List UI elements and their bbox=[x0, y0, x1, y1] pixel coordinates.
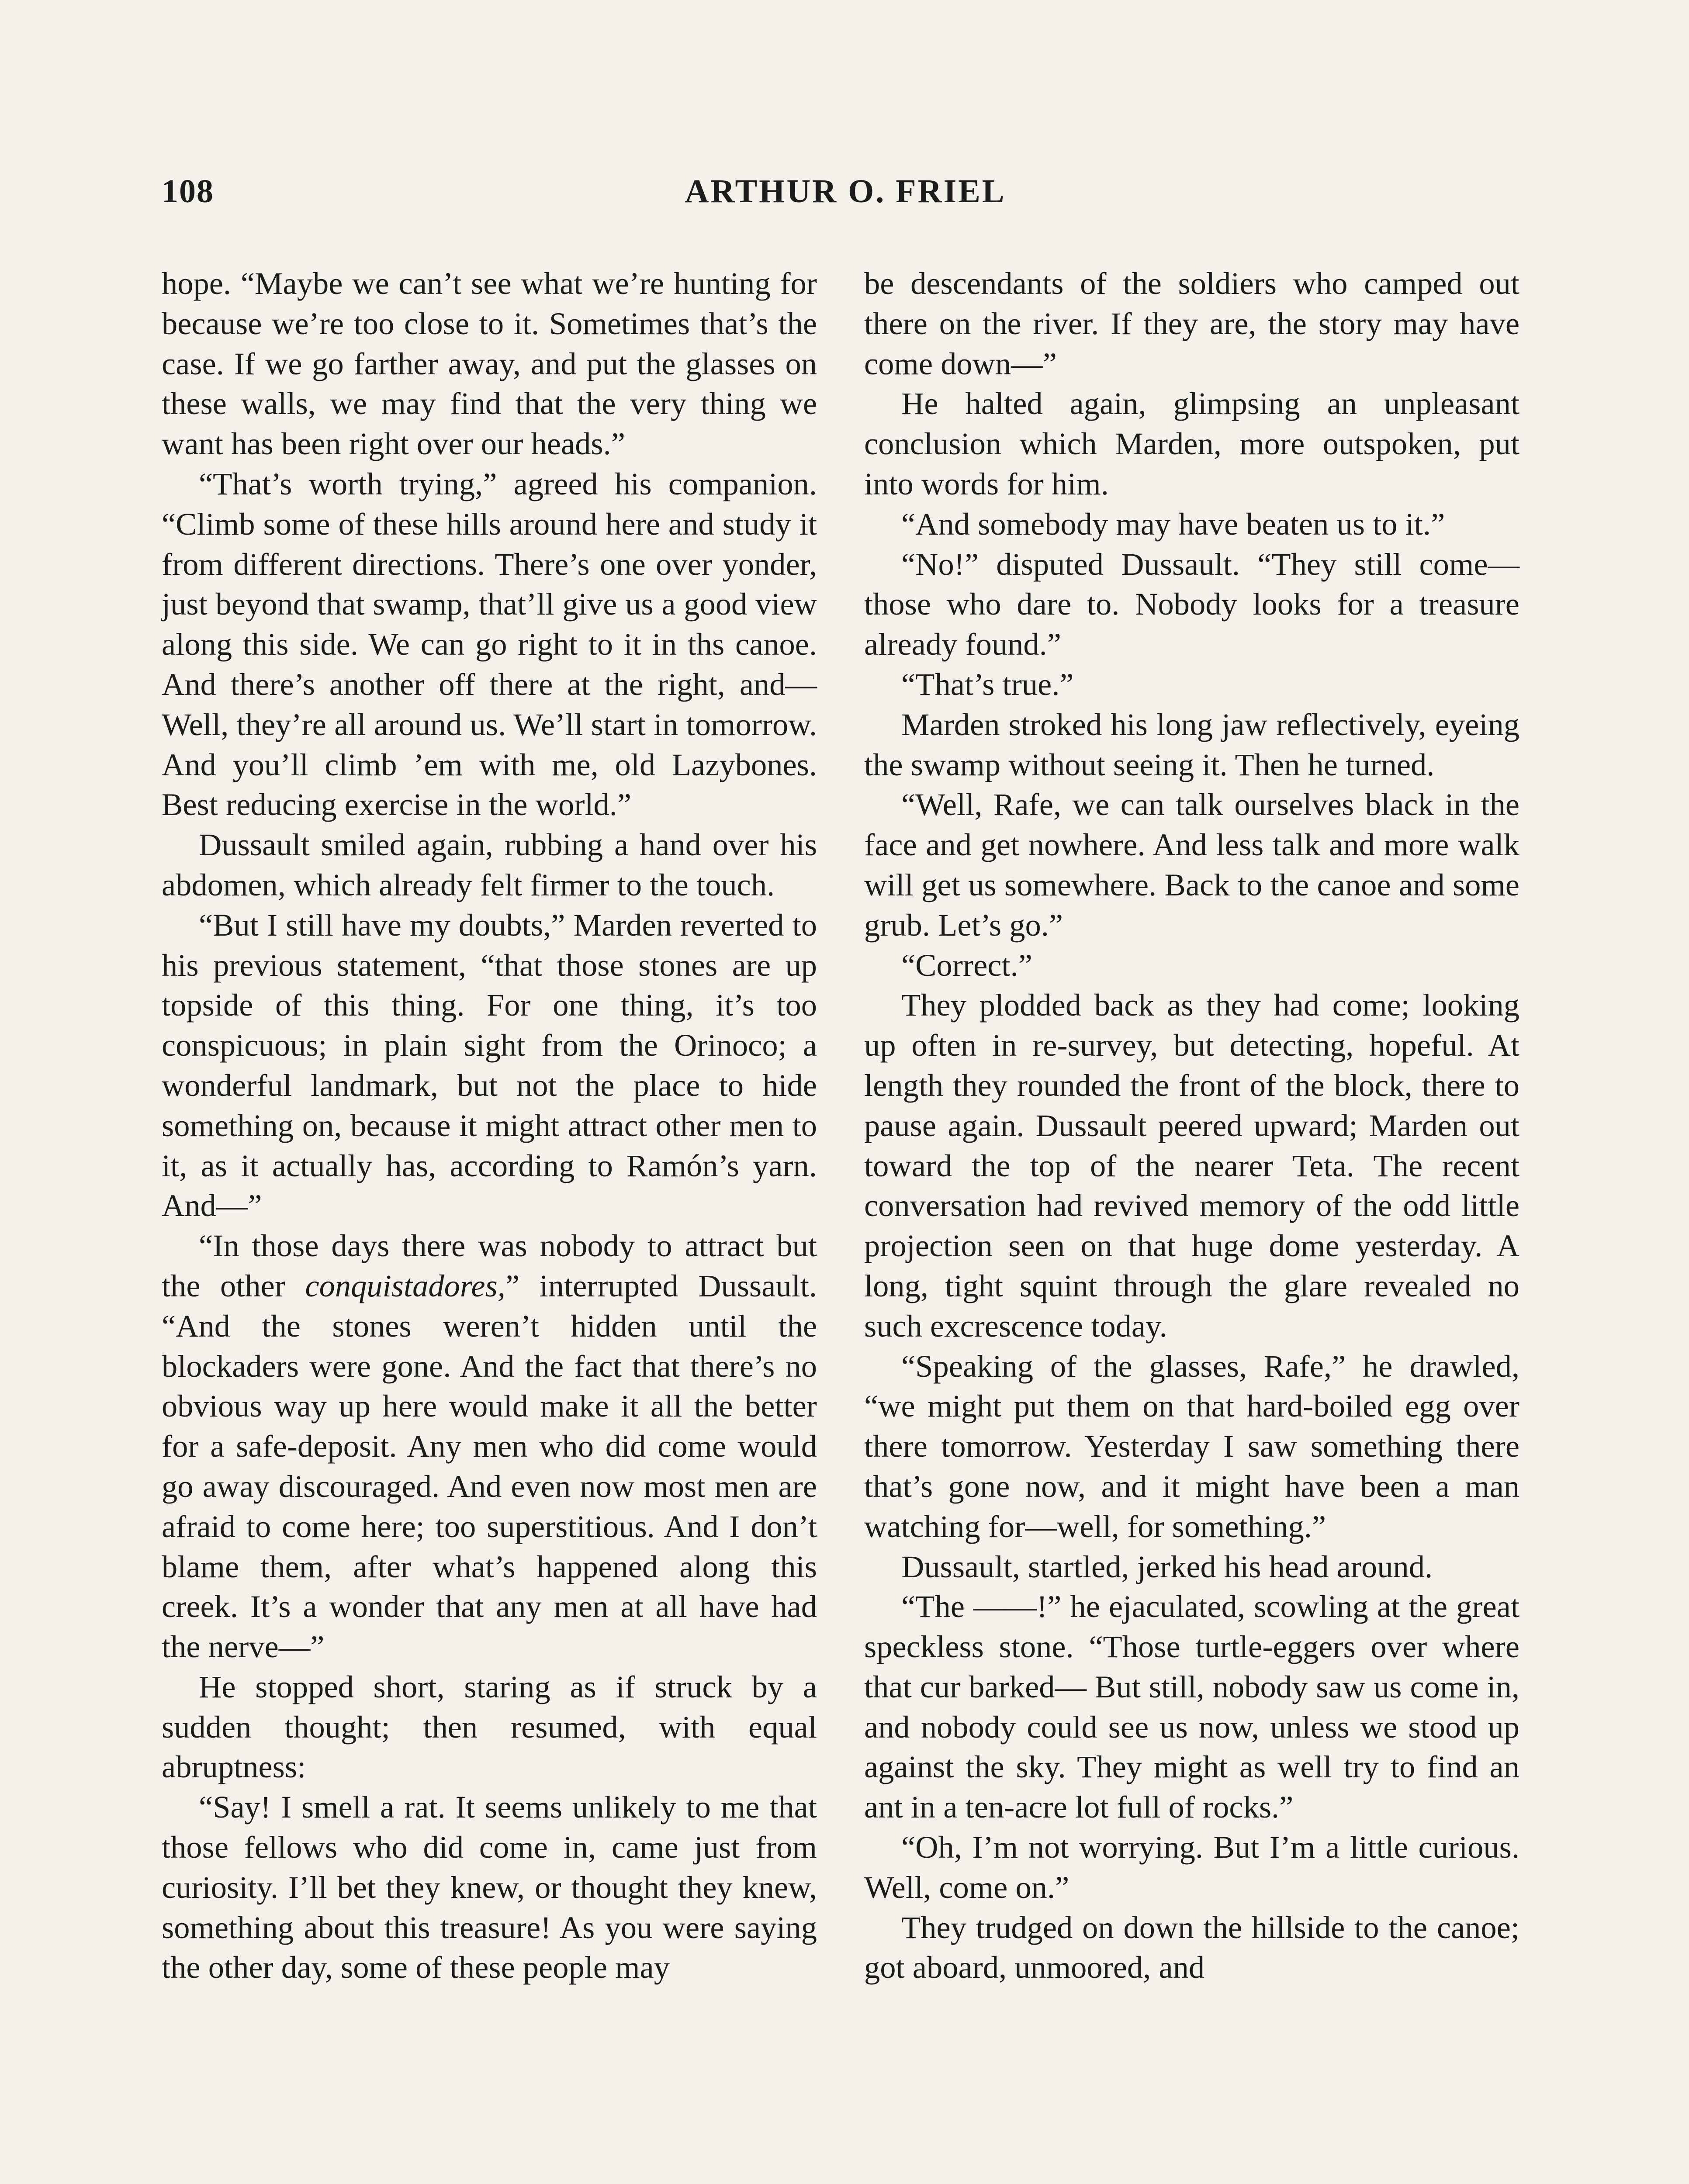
text-run: ” interrupted Dussault. “And the stones weren’t hidden until the blockaders were gone. And the fact that there’s no obvious way up here would make it all the better for a safe-deposit. Any men who did come would go away discouraged. And even now most men are afraid to come here; too superstitious. And I don’t blame them, after what’s happened along this creek. It’s a wonder that any men at all have had the nerve—” bbox=[162, 1268, 817, 1665]
paragraph: “No!” disputed Dussault. “They still come—those who dare to. Nobody looks for a treasure already found.” bbox=[864, 546, 1519, 662]
paragraph: “Speaking of the glasses, Rafe,” he drawled, “we might put them on that hard-boiled egg over there tomorrow. Yesterday I saw something there that’s gone now, and it might have been a man watching for—well, for something.” bbox=[864, 1348, 1519, 1544]
paragraph: “That’s true.” bbox=[901, 666, 1074, 702]
paragraph: be descendants of the soldiers who camped out there on the river. If they are, the story may have come down—” bbox=[864, 266, 1519, 381]
paragraph: He halted again, glimpsing an unpleasant conclusion which Marden, more outspoken, put into words for him. bbox=[864, 386, 1519, 501]
paragraph: “Correct.” bbox=[901, 947, 1032, 983]
paragraph: hope. “Maybe we can’t see what we’re hunting for because we’re too close to it. Sometimes that’s the case. If we go farther away, and put the glasses on these walls, we may find that the very thing we want has been right over our heads.” bbox=[162, 266, 817, 462]
paragraph: Marden stroked his long jaw reflectively, eyeing the swamp without seeing it. Then he turned. bbox=[864, 706, 1519, 782]
paragraph bbox=[162, 1226, 817, 1667]
paragraph: They trudged on down the hillside to the canoe; got aboard, unmoored, and bbox=[864, 1909, 1519, 1985]
italic-text: conquistadores, bbox=[305, 1268, 505, 1303]
paragraph: “Say! I smell a rat. It seems unlikely to me that those fellows who did come in, came just from curiosity. I’ll bet they knew, or thought they knew, something about this treasure! As you were saying the other day, some of these people may bbox=[162, 1789, 817, 1985]
paragraph: “That’s worth trying,” agreed his companion. “Climb some of these hills around here and study it from different directions. There’s one over yonder, just beyond that swamp, that’ll give us a good view along this side. We can go right to it in ths canoe. And there’s another off there at the right, and— Well, they’re all around us. We’ll start in tomorrow. And you’ll climb ’em with me, old Lazybones. Best reducing exercise in the world.” bbox=[162, 466, 817, 822]
page-number: 108 bbox=[162, 173, 214, 210]
left-column bbox=[162, 263, 817, 1987]
paragraph: Dussault smiled again, rubbing a hand over his abdomen, which already felt firmer to the touch. bbox=[162, 827, 817, 902]
running-head: ARTHUR O. FRIEL bbox=[685, 173, 1006, 210]
paragraph: They plodded back as they had come; looking up often in re-survey, but detecting, hopeful. At length they rounded the front of the block, there to pause again. Dussault peered upward; Marden out toward the top of the nearer Teta. The recent conversation had revived memory of the odd little projection seen on that huge dome yesterday. A long, tight squint through the glare revealed no such excrescence today. bbox=[864, 987, 1519, 1344]
right-column bbox=[864, 263, 1519, 1987]
paragraph: “Oh, I’m not worrying. But I’m a little curious. Well, come on.” bbox=[864, 1829, 1519, 1905]
paragraph: “Well, Rafe, we can talk ourselves black in the face and get nowhere. And less talk and more walk will get us somewhere. Back to the canoe and some grub. Let’s go.” bbox=[864, 787, 1519, 943]
paragraph: “And somebody may have beaten us to it.” bbox=[901, 506, 1445, 542]
page-header bbox=[162, 173, 1529, 221]
paragraph: He stopped short, staring as if struck by a sudden thought; then resumed, with equal abruptness: bbox=[162, 1669, 817, 1785]
paragraph: “But I still have my doubts,” Marden reverted to his previous statement, “that those stones are up topside of this thing. For one thing, it’s too conspicuous; in plain sight from the Orinoco; a wonderful landmark, but not the place to hide something on, because it might attract other men to it, as it actually has, according to Ramón’s yarn. And—” bbox=[162, 907, 817, 1223]
paragraph: Dussault, startled, jerked his head around. bbox=[901, 1548, 1433, 1584]
text-run: “In those days there was nobody to attract but the other bbox=[162, 1228, 817, 1303]
paragraph: “The ——!” he ejaculated, scowling at the great speckless stone. “Those turtle-eggers over where that cur barked— But still, nobody saw us come in, and nobody could see us now, unless we stood up against the sky. They might as well try to find an ant in a ten-acre lot full of rocks.” bbox=[864, 1589, 1519, 1825]
